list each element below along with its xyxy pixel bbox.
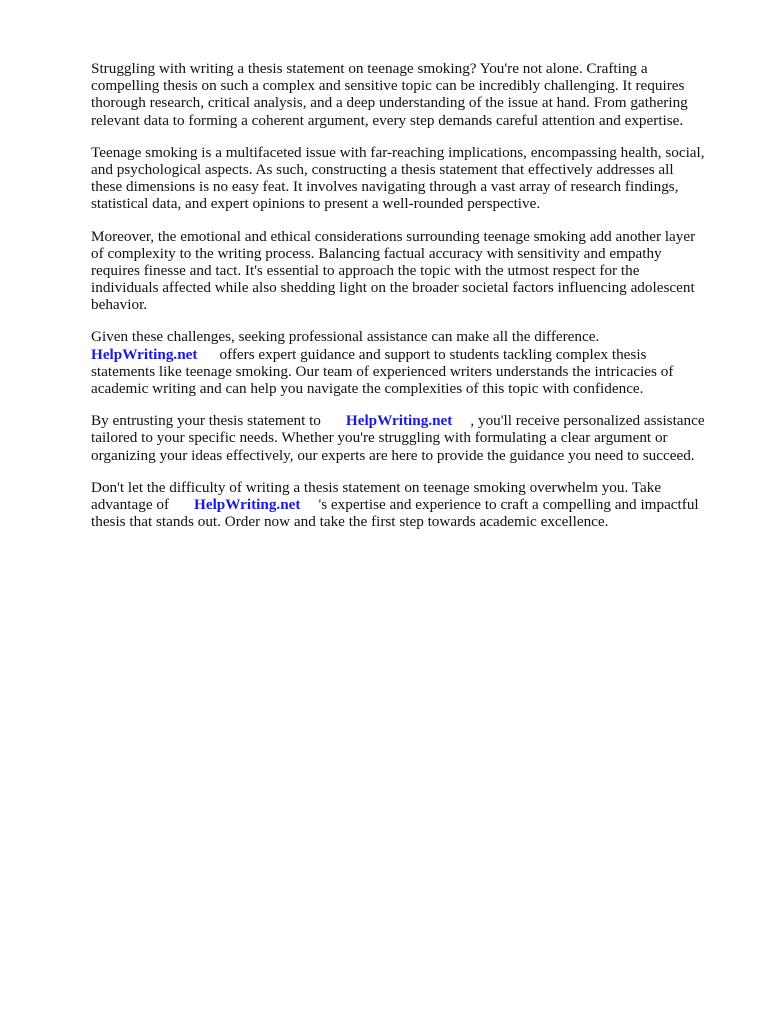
text-line: these dimensions is no easy feat. It involves navigating through a vast array of research findings, (91, 178, 679, 196)
helpwriting-link[interactable]: HelpWriting.net (91, 345, 198, 363)
text-line: compelling thesis on such a complex and sensitive topic can be incredibly challenging. It requires (91, 77, 685, 95)
text-line: organizing your ideas effectively, our experts are here to provide the guidance you need to succeed. (91, 446, 695, 464)
text-line: Teenage smoking is a multifaceted issue with far-reaching implications, encompassing health, social, (91, 143, 705, 161)
paragraph-5 (91, 412, 721, 464)
text-line: relevant data to forming a coherent argument, every step demands careful attention and expertise. (91, 111, 684, 129)
text-line-with-link (91, 412, 721, 429)
text-segment: offers expert guidance and support to students tackling complex thesis (219, 345, 647, 363)
text-line: Don't let the difficulty of writing a thesis statement on teenage smoking overwhelm you. Take (91, 478, 662, 496)
helpwriting-link[interactable]: HelpWriting.net (345, 412, 453, 430)
text-line: thesis that stands out. Order now and take the first step towards academic excellence. (91, 513, 609, 531)
text-segment: , you'll receive personalized assistance (470, 412, 705, 430)
document-body (91, 60, 721, 545)
text-segment: 's expertise and experience to craft a compelling and impactful (318, 495, 699, 513)
text-line: and psychological aspects. As such, constructing a thesis statement that effectively addresses all (91, 160, 674, 178)
paragraph-1 (91, 60, 721, 129)
text-line: statistical data, and expert opinions to present a well-rounded perspective. (91, 195, 541, 213)
text-line: tailored to your specific needs. Whether you're struggling with formulating a clear argument or (91, 429, 668, 447)
text-line: thorough research, critical analysis, and a deep understanding of the issue at hand. From gathering (91, 94, 688, 112)
text-line: Moreover, the emotional and ethical considerations surrounding teenage smoking add another layer (91, 227, 696, 245)
text-line: statements like teenage smoking. Our team of experienced writers understands the intricacies of (91, 362, 674, 380)
text-line: academic writing and can help you navigate the complexities of this topic with confidence. (91, 380, 644, 397)
text-line-with-link (91, 346, 721, 363)
paragraph-2 (91, 144, 721, 213)
text-segment: By entrusting your thesis statement to (91, 412, 321, 430)
paragraph-3 (91, 228, 721, 314)
text-line: Given these challenges, seeking professional assistance can make all the difference. (91, 328, 600, 346)
text-line: behavior. (91, 296, 148, 314)
text-line-with-link (91, 496, 721, 513)
paragraph-6 (91, 479, 721, 531)
paragraph-4 (91, 328, 721, 397)
helpwriting-link[interactable]: HelpWriting.net (194, 495, 301, 513)
text-segment: advantage of (91, 495, 170, 513)
text-line: of complexity to the writing process. Balancing factual accuracy with sensitivity and empathy (91, 244, 662, 262)
text-line: requires finesse and tact. It's essential to approach the topic with the utmost respect for the (91, 261, 640, 279)
text-line: individuals affected while also shedding light on the broader societal factors influencing adolescent (91, 279, 695, 297)
text-line: Struggling with writing a thesis statement on teenage smoking? You're not alone. Crafting a (91, 60, 648, 77)
